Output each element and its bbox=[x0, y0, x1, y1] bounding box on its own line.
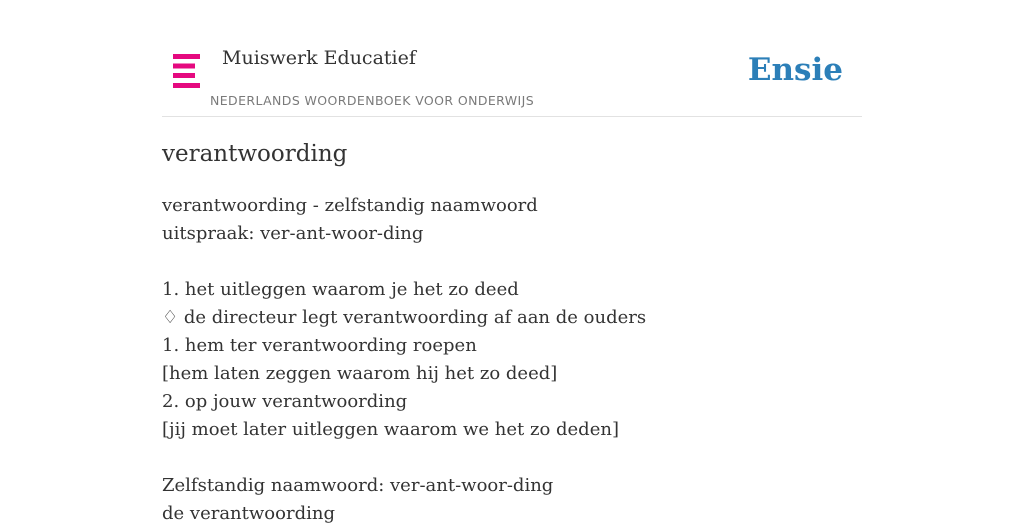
entry-line: 1. het uitleggen waarom je het zo deed bbox=[162, 279, 519, 300]
entry-line bbox=[162, 444, 862, 472]
entry-line: de verantwoording bbox=[162, 503, 335, 524]
dictionary-subtitle: NEDERLANDS WOORDENBOEK VOOR ONDERWIJS bbox=[210, 93, 535, 108]
page-title: verantwoording bbox=[162, 141, 348, 167]
dictionary-entry bbox=[162, 192, 862, 528]
entry-line: Zelfstandig naamwoord: ver-ant-woor-ding bbox=[162, 475, 554, 496]
entry-line: 1. hem ter verantwoording roepen bbox=[162, 335, 477, 356]
entry-line: ♢ de directeur legt verantwoording af aan de ouders bbox=[162, 307, 647, 328]
site-header bbox=[162, 0, 862, 117]
publisher-name[interactable]: Muiswerk Educatief bbox=[222, 47, 416, 69]
entry-line: 2. op jouw verantwoording bbox=[162, 391, 408, 412]
ensie-logo-link[interactable]: Ensie bbox=[747, 52, 843, 88]
muiswerk-logo-icon[interactable] bbox=[173, 54, 200, 88]
entry-line bbox=[162, 248, 862, 276]
entry-line: [jij moet later uitleggen waarom we het zo deden] bbox=[162, 419, 619, 440]
entry-line: [hem laten zeggen waarom hij het zo deed] bbox=[162, 363, 558, 384]
entry-line: uitspraak: ver-ant-woor-ding bbox=[162, 223, 424, 244]
entry-line: verantwoording - zelfstandig naamwoord bbox=[162, 195, 538, 216]
